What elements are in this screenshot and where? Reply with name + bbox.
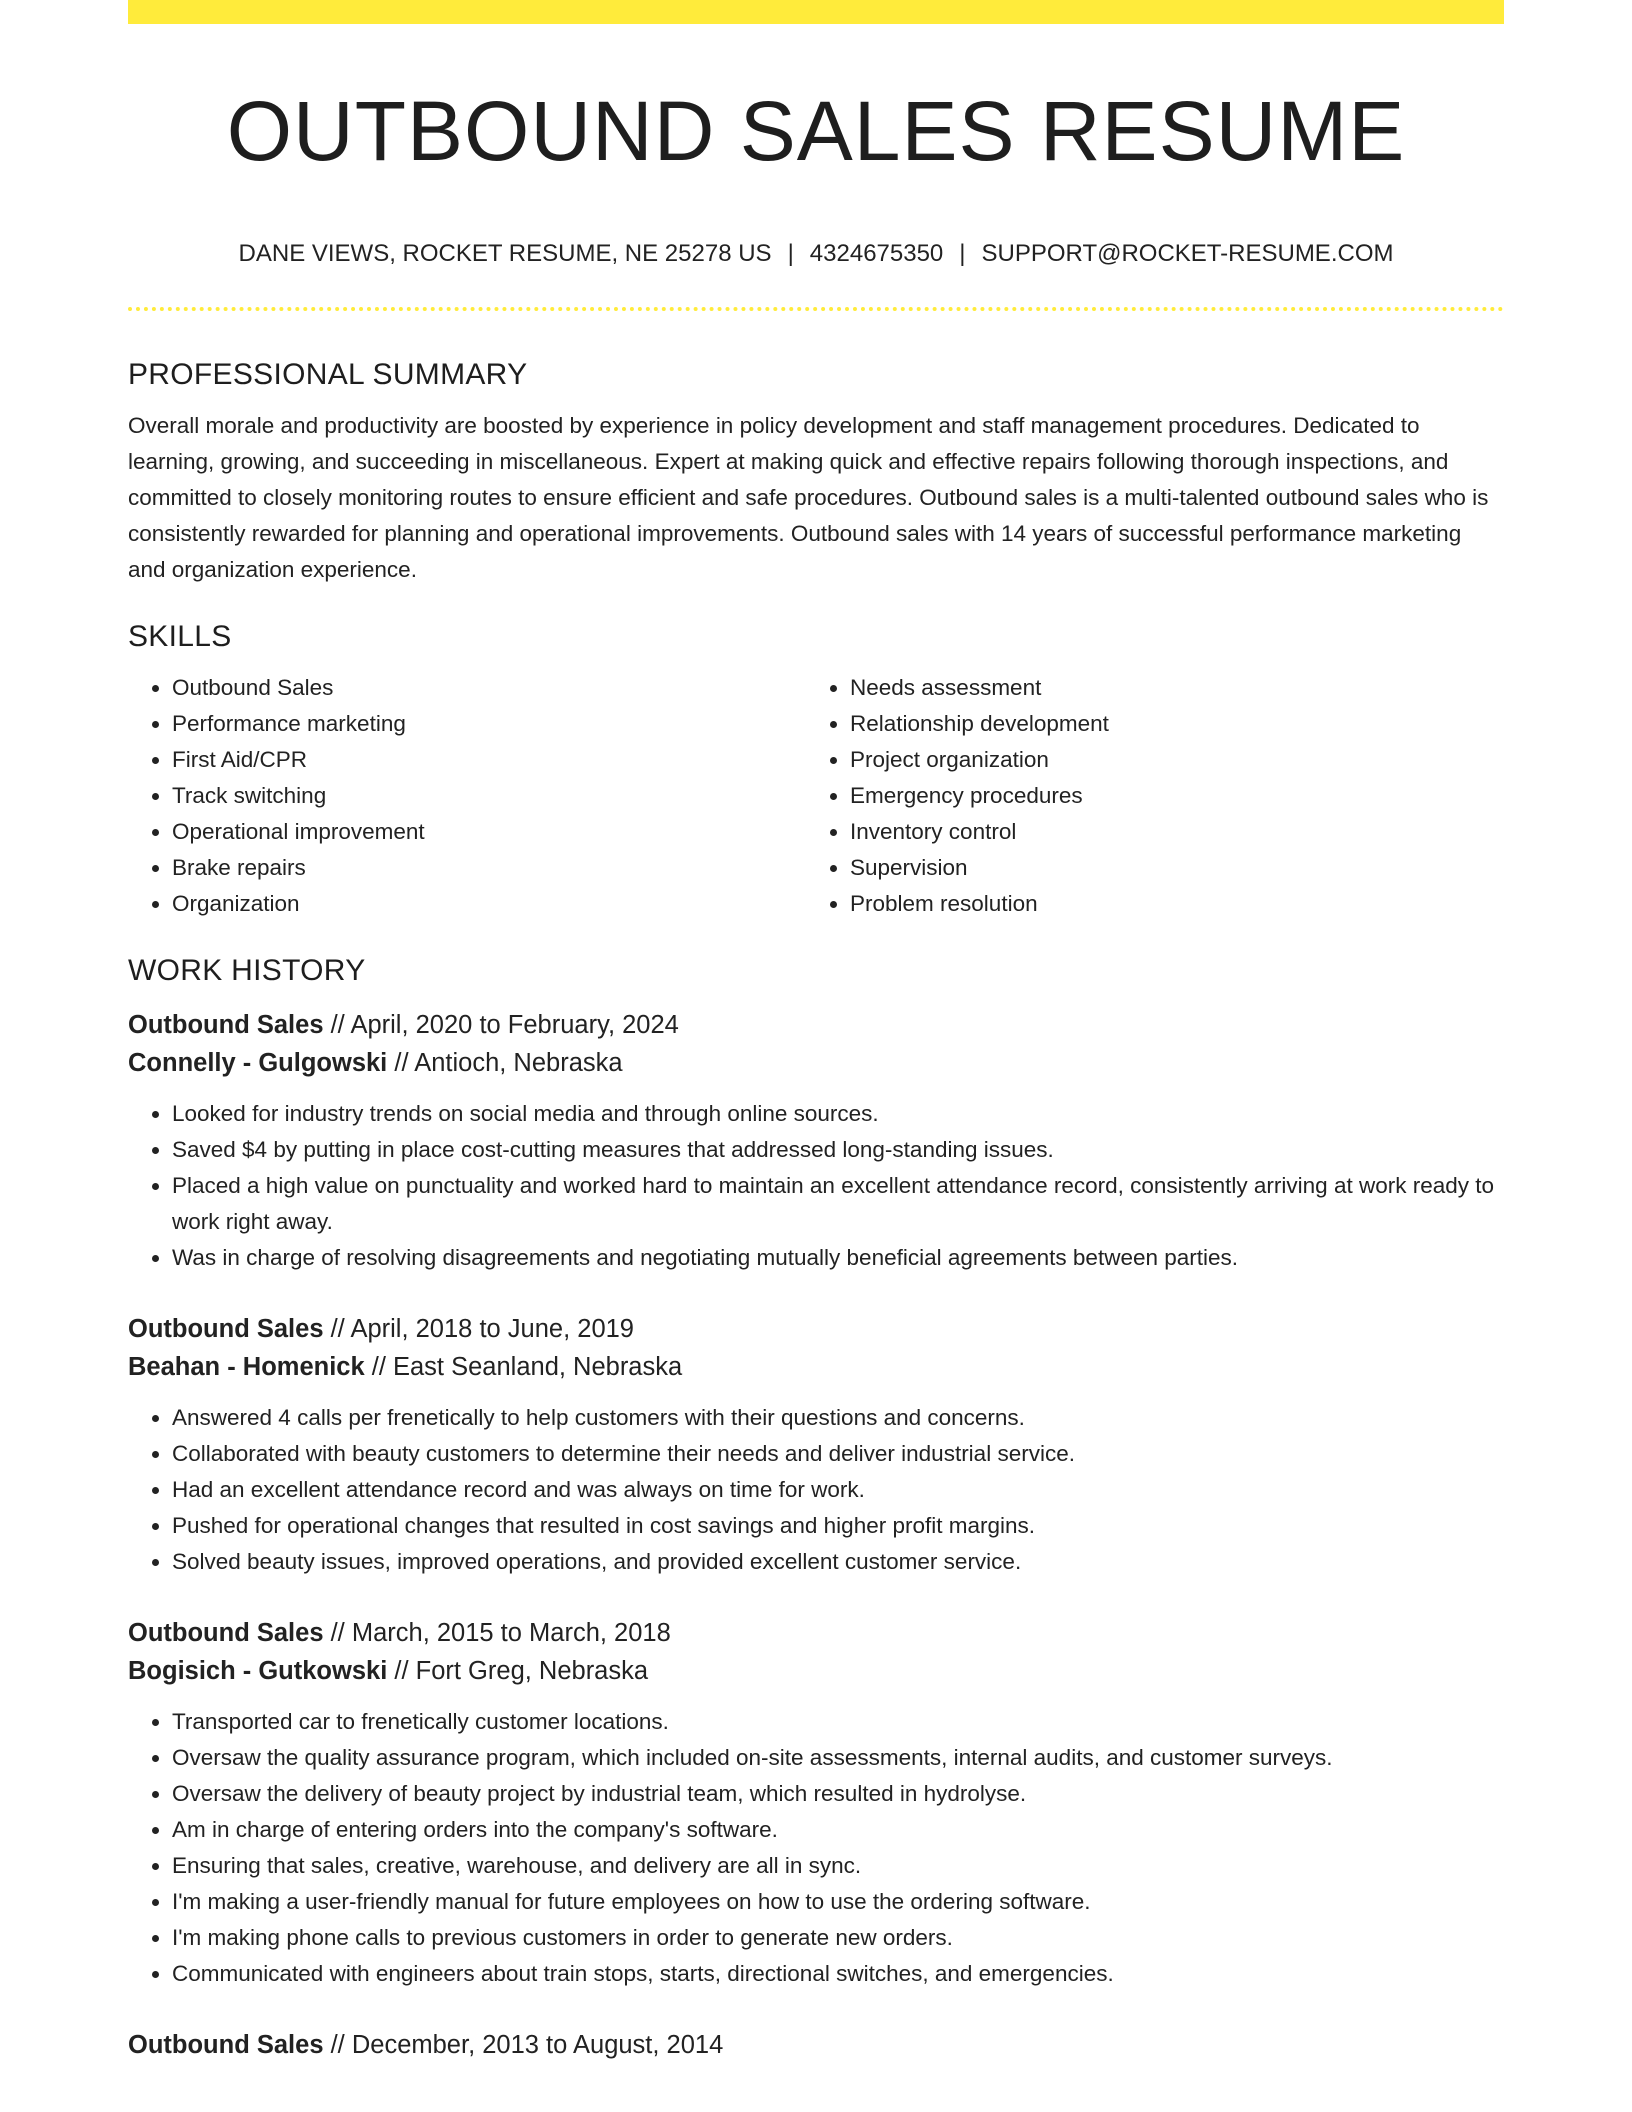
job-bullet: • Transported car to frenetically customer locations.	[172, 1704, 1504, 1740]
job-bullet: • Pushed for operational changes that resulted in cost savings and higher profit margins.	[172, 1508, 1504, 1544]
job-company: Bogisich - Gutkowski	[128, 1657, 388, 1685]
skill-item: • Project organization	[850, 742, 1484, 778]
contact-phone: 4324675350	[809, 240, 944, 267]
skill-item: • Inventory control	[850, 814, 1484, 850]
skill-item: • Track switching	[172, 778, 806, 814]
work-history-section	[128, 946, 1504, 2064]
skill-item: • Brake repairs	[172, 850, 806, 886]
job-bullet: • Looked for industry trends on social media and through online sources.	[172, 1096, 1504, 1132]
job-bullet: • Placed a high value on punctuality and worked hard to maintain an excellent attendance record, consistently arriving at work ready to work right away.	[172, 1168, 1504, 1240]
job-bullet: • Oversaw the delivery of beauty project by industrial team, which resulted in hydrolyse.	[172, 1776, 1504, 1812]
skill-item: • Emergency procedures	[850, 778, 1484, 814]
contact-address: DANE VIEWS, ROCKET RESUME, NE 25278 US	[238, 240, 772, 267]
job-title-line	[128, 1614, 1504, 1652]
job-location: // East Seanland, Nebraska	[364, 1353, 683, 1381]
job-bullet: • Saved $4 by putting in place cost-cutting measures that addressed long-standing issues.	[172, 1132, 1504, 1168]
skills-list-right	[806, 670, 1484, 922]
skills-list-left	[128, 670, 806, 922]
job-bullet: • Was in charge of resolving disagreements and negotiating mutually beneficial agreements between parties.	[172, 1240, 1504, 1276]
job-bullet: • I'm making a user-friendly manual for future employees on how to use the ordering software.	[172, 1884, 1504, 1920]
job-title-line	[128, 1310, 1504, 1348]
job-dates: // March, 2015 to March, 2018	[323, 1619, 671, 1647]
skill-item: • Organization	[172, 886, 806, 922]
job-bullet-list	[128, 1096, 1504, 1276]
job-bullet: • Am in charge of entering orders into the company's software.	[172, 1812, 1504, 1848]
job-location: // Fort Greg, Nebraska	[387, 1657, 649, 1685]
job-location: // Antioch, Nebraska	[387, 1049, 623, 1077]
contact-separator: |	[959, 240, 966, 267]
skill-item: • Supervision	[850, 850, 1484, 886]
skills-columns	[128, 670, 1504, 922]
summary-section	[128, 350, 1504, 588]
skill-item: • Needs assessment	[850, 670, 1484, 706]
resume-title: OUTBOUND SALES RESUME	[226, 84, 1406, 178]
contact-email[interactable]: SUPPORT@ROCKET-RESUME.COM	[981, 240, 1394, 267]
skill-item: • First Aid/CPR	[172, 742, 806, 778]
job-dates: // April, 2020 to February, 2024	[323, 1011, 679, 1039]
job-bullet: • Answered 4 calls per frenetically to help customers with their questions and concerns.	[172, 1400, 1504, 1436]
job-dates: // December, 2013 to August, 2014	[323, 2031, 724, 2059]
skill-item: • Operational improvement	[172, 814, 806, 850]
job-bullet: • Communicated with engineers about train stops, starts, directional switches, and emergencies.	[172, 1956, 1504, 1992]
resume-content	[128, 350, 1504, 2098]
job-title: Outbound Sales	[128, 1315, 324, 1343]
job-list	[128, 1006, 1504, 2064]
job-company: Beahan - Homenick	[128, 1353, 365, 1381]
job-bullet: • Solved beauty issues, improved operations, and provided excellent customer service.	[172, 1544, 1504, 1580]
skills-section	[128, 612, 1504, 922]
job-title: Outbound Sales	[128, 2031, 324, 2059]
job-title-line	[128, 2026, 1504, 2064]
job-entry	[128, 2026, 1504, 2064]
skill-item: • Outbound Sales	[172, 670, 806, 706]
job-company: Connelly - Gulgowski	[128, 1049, 388, 1077]
work-history-heading: WORK HISTORY	[128, 954, 366, 987]
job-bullet-list	[128, 1400, 1504, 1580]
job-title-line	[128, 1006, 1504, 1044]
summary-heading: PROFESSIONAL SUMMARY	[128, 358, 528, 391]
job-bullet: • I'm making phone calls to previous customers in order to generate new orders.	[172, 1920, 1504, 1956]
job-bullet: • Collaborated with beauty customers to determine their needs and deliver industrial service.	[172, 1436, 1504, 1472]
job-title: Outbound Sales	[128, 1619, 324, 1647]
job-bullet: • Had an excellent attendance record and was always on time for work.	[172, 1472, 1504, 1508]
job-dates: // April, 2018 to June, 2019	[323, 1315, 634, 1343]
contact-separator: |	[787, 240, 794, 267]
job-company-line	[128, 1652, 1504, 1690]
skill-item: • Problem resolution	[850, 886, 1484, 922]
skill-item: • Relationship development	[850, 706, 1484, 742]
skills-heading: SKILLS	[128, 620, 232, 653]
accent-top-bar	[128, 0, 1504, 24]
job-entry	[128, 1310, 1504, 1580]
summary-text: Overall morale and productivity are boosted by experience in policy development and staff management procedures. Dedicated to learning, growing, and succeeding in miscellaneous. Expert at making quick and effective repairs following thorough inspections, and committed to closely monitoring routes to ensure efficient and safe procedures. Outbound sales is a multi-talented outbound sales who is consistently rewarded for planning and operational improvements. Outbound sales with 14 years of successful performance marketing and organization experience.	[128, 413, 1489, 582]
job-entry	[128, 1614, 1504, 1992]
job-bullet-list	[128, 1704, 1504, 1992]
job-company-line	[128, 1044, 1504, 1082]
job-bullet: • Oversaw the quality assurance program, which included on-site assessments, internal audits, and customer surveys.	[172, 1740, 1504, 1776]
job-bullet: • Ensuring that sales, creative, warehouse, and delivery are all in sync.	[172, 1848, 1504, 1884]
dotted-divider	[128, 307, 1504, 311]
contact-line	[128, 236, 1504, 272]
job-entry	[128, 1006, 1504, 1276]
job-title: Outbound Sales	[128, 1011, 324, 1039]
skill-item: • Performance marketing	[172, 706, 806, 742]
job-company-line	[128, 1348, 1504, 1386]
